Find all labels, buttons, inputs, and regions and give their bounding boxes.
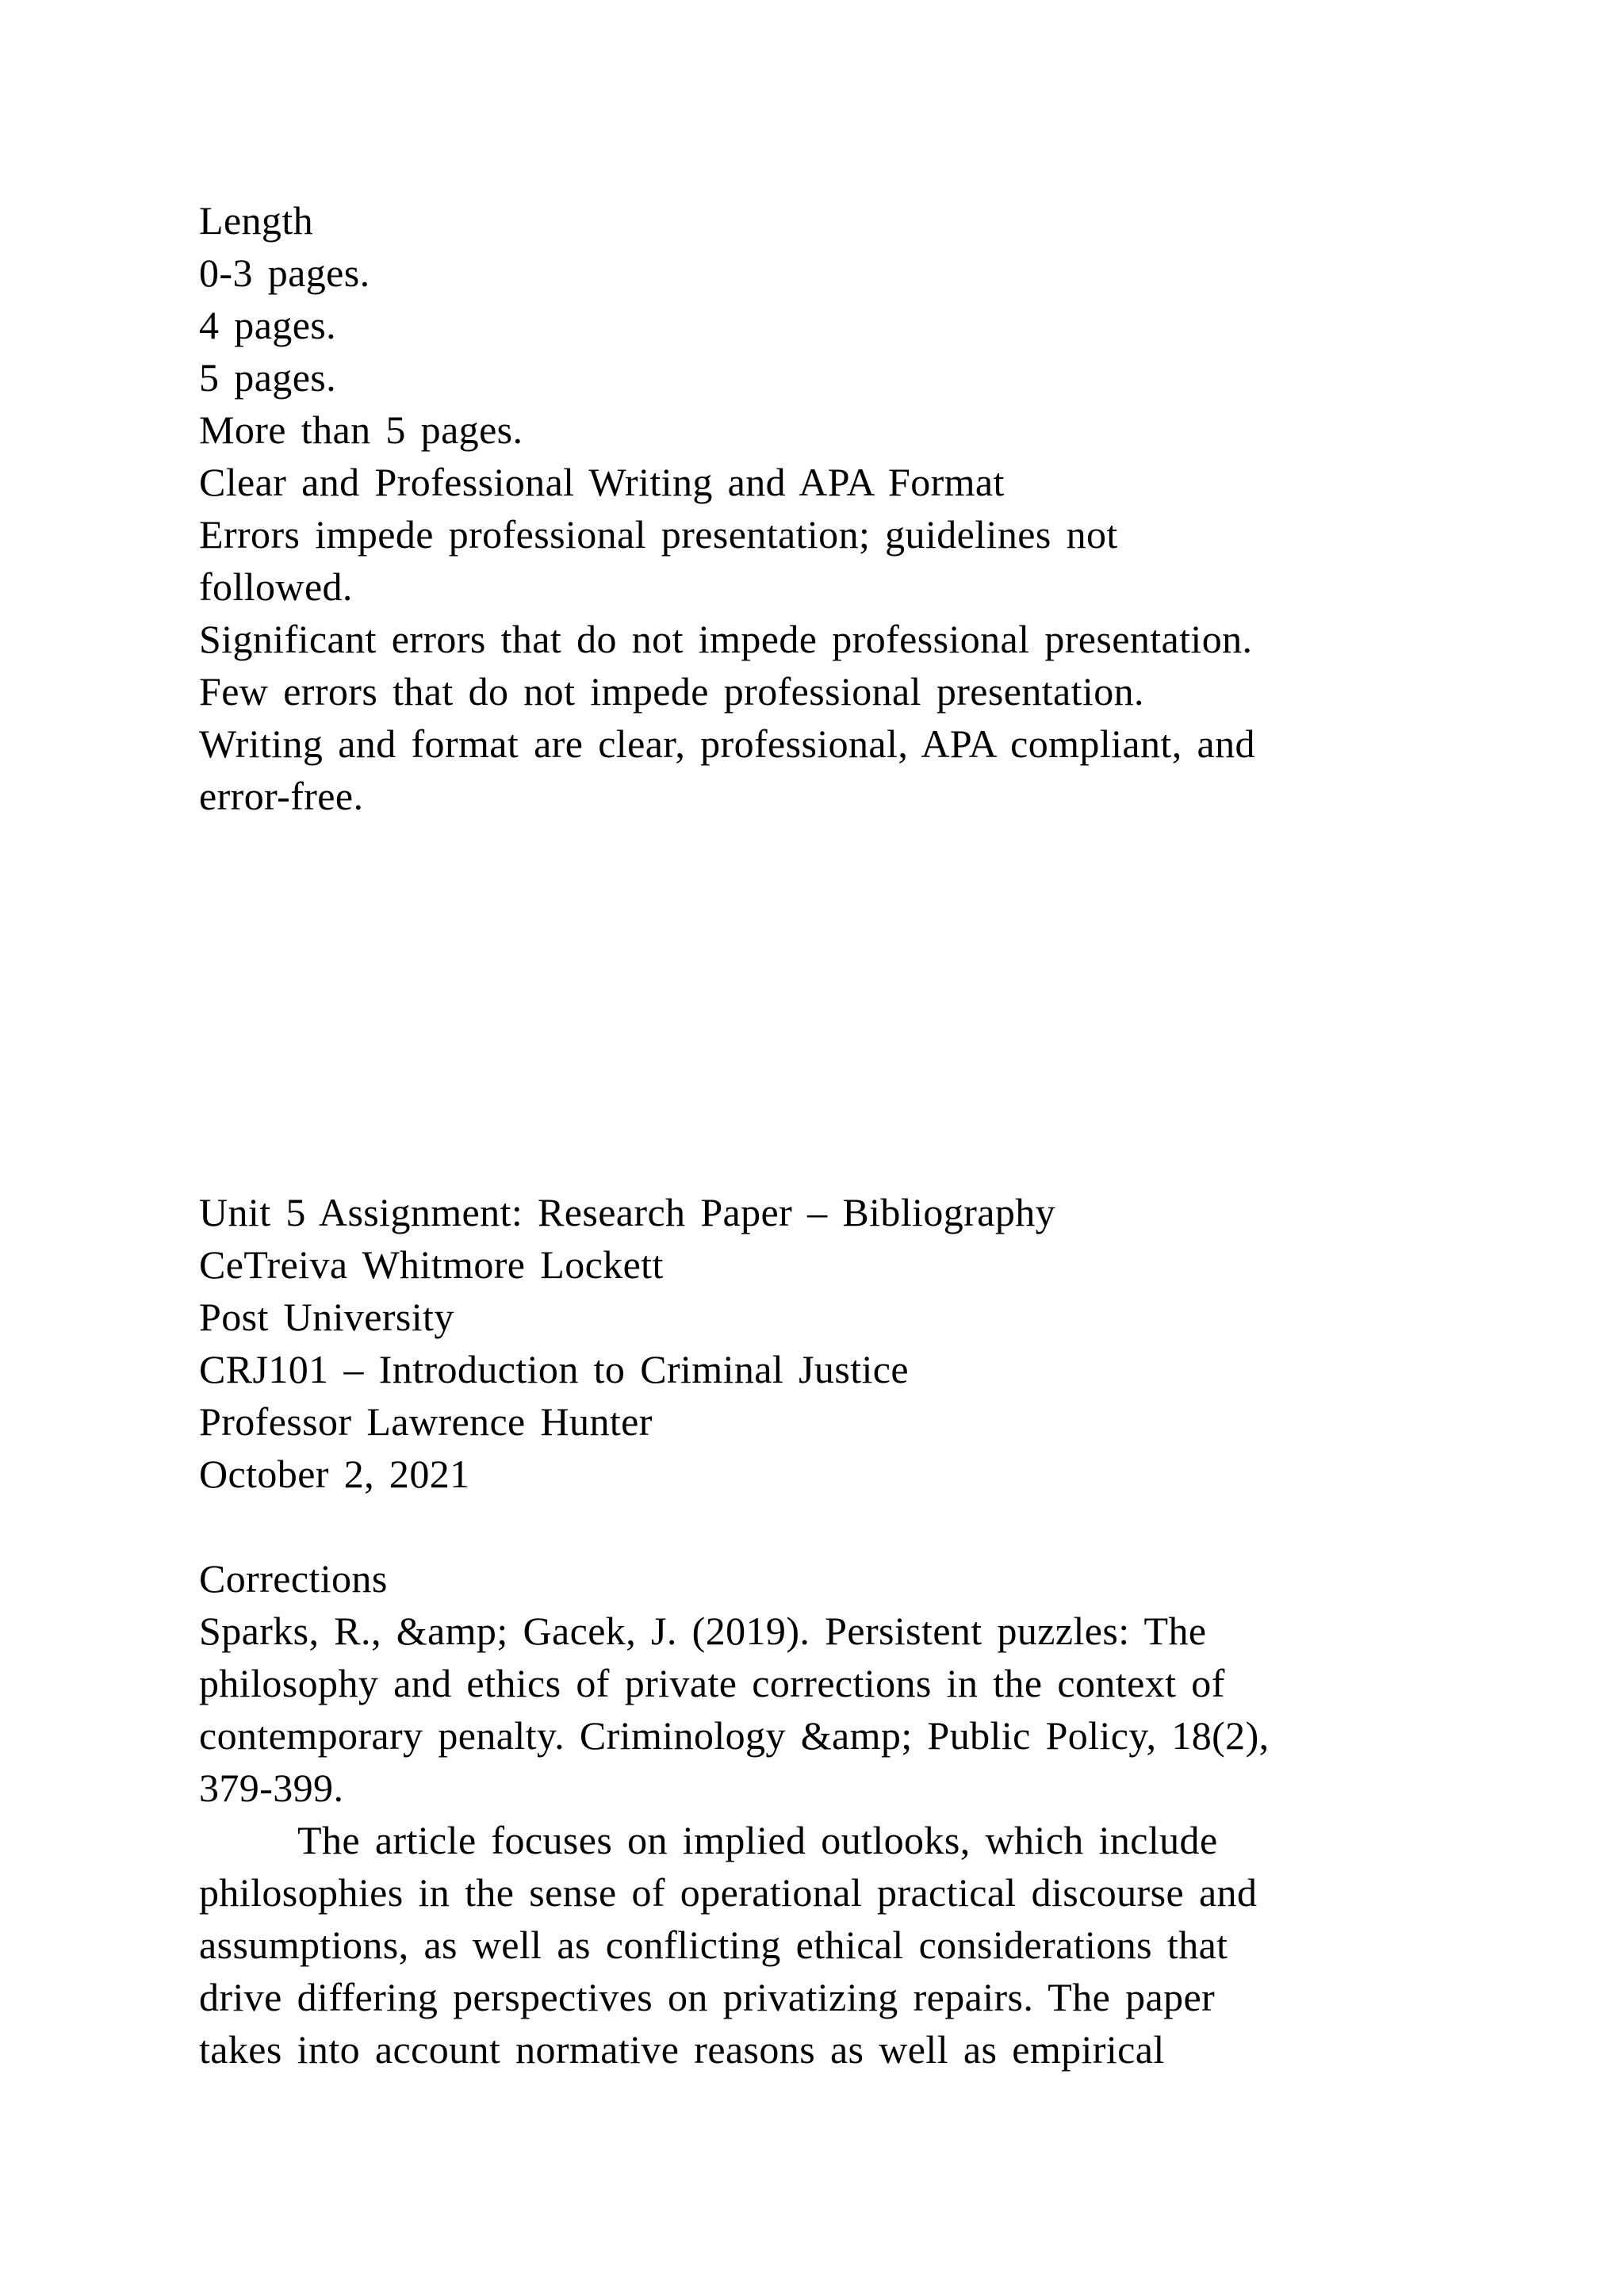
paragraph-line: assumptions, as well as conflicting ethical considerations that xyxy=(199,1923,1228,1967)
rubric-line: 5 pages. xyxy=(199,355,337,400)
rubric-line: Errors impede professional presentation; guidelines not xyxy=(199,512,1118,557)
course-name: CRJ101 – Introduction to Criminal Justice xyxy=(199,1347,909,1391)
author-name: CeTreiva Whitmore Lockett xyxy=(199,1242,664,1287)
citation-line: contemporary penalty. Criminology &amp; Public Policy, 18(2), xyxy=(199,1713,1270,1758)
section-heading: Corrections xyxy=(199,1556,388,1601)
document-date: October 2, 2021 xyxy=(199,1452,470,1496)
citation xyxy=(199,1605,1468,1814)
title-block xyxy=(199,1186,1468,1500)
rubric-line: followed. xyxy=(199,564,353,609)
bibliography-body xyxy=(199,1552,1468,2076)
paragraph-line: drive differing perspectives on privatizing repairs. The paper xyxy=(199,1975,1216,2019)
citation-line: Sparks, R., &amp; Gacek, J. (2019). Persistent puzzles: The xyxy=(199,1609,1207,1653)
assignment-title: Unit 5 Assignment: Research Paper – Bibliography xyxy=(199,1190,1056,1234)
rubric-line: Length xyxy=(199,198,314,243)
rubric-line: error-free. xyxy=(199,774,364,818)
annotation-paragraph xyxy=(199,1814,1468,2076)
citation-line: philosophy and ethics of private corrections in the context of xyxy=(199,1661,1225,1705)
rubric-line: More than 5 pages. xyxy=(199,408,523,452)
paragraph-line: The article focuses on implied outlooks, which include xyxy=(297,1818,1218,1862)
rubric-line: Few errors that do not impede professional presentation. xyxy=(199,669,1144,714)
paragraph-line: philosophies in the sense of operational practical discourse and xyxy=(199,1870,1258,1915)
rubric-line: Writing and format are clear, professional, APA compliant, and xyxy=(199,721,1255,766)
rubric-line: Clear and Professional Writing and APA Format xyxy=(199,460,1005,504)
institution-name: Post University xyxy=(199,1295,454,1339)
rubric-section xyxy=(199,194,1468,822)
citation-line: 379-399. xyxy=(199,1766,344,1810)
rubric-line: 4 pages. xyxy=(199,303,337,347)
professor-name: Professor Lawrence Hunter xyxy=(199,1399,653,1444)
rubric-line: Significant errors that do not impede professional presentation. xyxy=(199,617,1253,661)
paragraph-line: takes into account normative reasons as well as empirical xyxy=(199,2027,1165,2072)
rubric-line: 0-3 pages. xyxy=(199,251,370,295)
